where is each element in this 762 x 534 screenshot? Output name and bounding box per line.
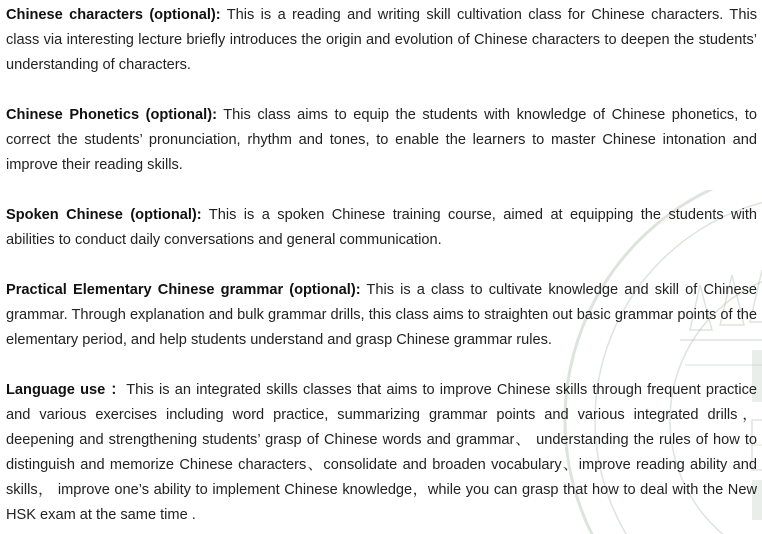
section-description: This is a reading and writing skill cultivation class for Chinese characters. This class via interesting lecture briefly introduces the origin and evolution of Chinese characters to deepen the students’ understanding of characters. bbox=[6, 7, 758, 73]
section-chinese-characters bbox=[6, 3, 757, 78]
course-descriptions bbox=[6, 3, 757, 528]
section-spoken-chinese bbox=[6, 203, 757, 253]
section-term: Chinese Phonetics (optional): bbox=[6, 107, 217, 123]
section-term: Chinese characters (optional): bbox=[6, 7, 221, 23]
section-language-use bbox=[6, 378, 757, 528]
section-term: Practical Elementary Chinese grammar (optional): bbox=[6, 282, 361, 298]
section-description: This is an integrated skills classes that aims to improve Chinese skills through frequent practice and various exercises including word practice, summarizing grammar points and various integrated drills，deepening and strengthening students’ grasp of Chinese words and grammar、 understanding the rules of how to distinguish and memorize Chinese characters、consolidate and broaden vocabulary、improve reading ability and skills， improve one’s ability to implement Chinese knowledge，while you can grasp that how to deal with the New HSK exam at the same time . bbox=[6, 382, 757, 523]
section-term: Spoken Chinese (optional): bbox=[6, 207, 202, 223]
section-description: This class aims to equip the students with knowledge of Chinese phonetics, to correct the students’ pronunciation, rhythm and tones, to enable the learners to master Chinese intonation and improve their reading skills. bbox=[6, 107, 757, 173]
section-chinese-phonetics bbox=[6, 103, 757, 178]
section-term: Language use ： bbox=[6, 382, 127, 398]
section-description: This is a spoken Chinese training course, aimed at equipping the students with abilities to conduct daily conversations and general communication. bbox=[6, 207, 757, 248]
section-elementary-grammar bbox=[6, 278, 757, 353]
section-description: This is a class to cultivate knowledge and skill of Chinese grammar. Through explanation and bulk grammar drills, this class aims to straighten out basic grammar points of the elementary period, and help students understand and grasp Chinese grammar rules. bbox=[6, 282, 757, 348]
